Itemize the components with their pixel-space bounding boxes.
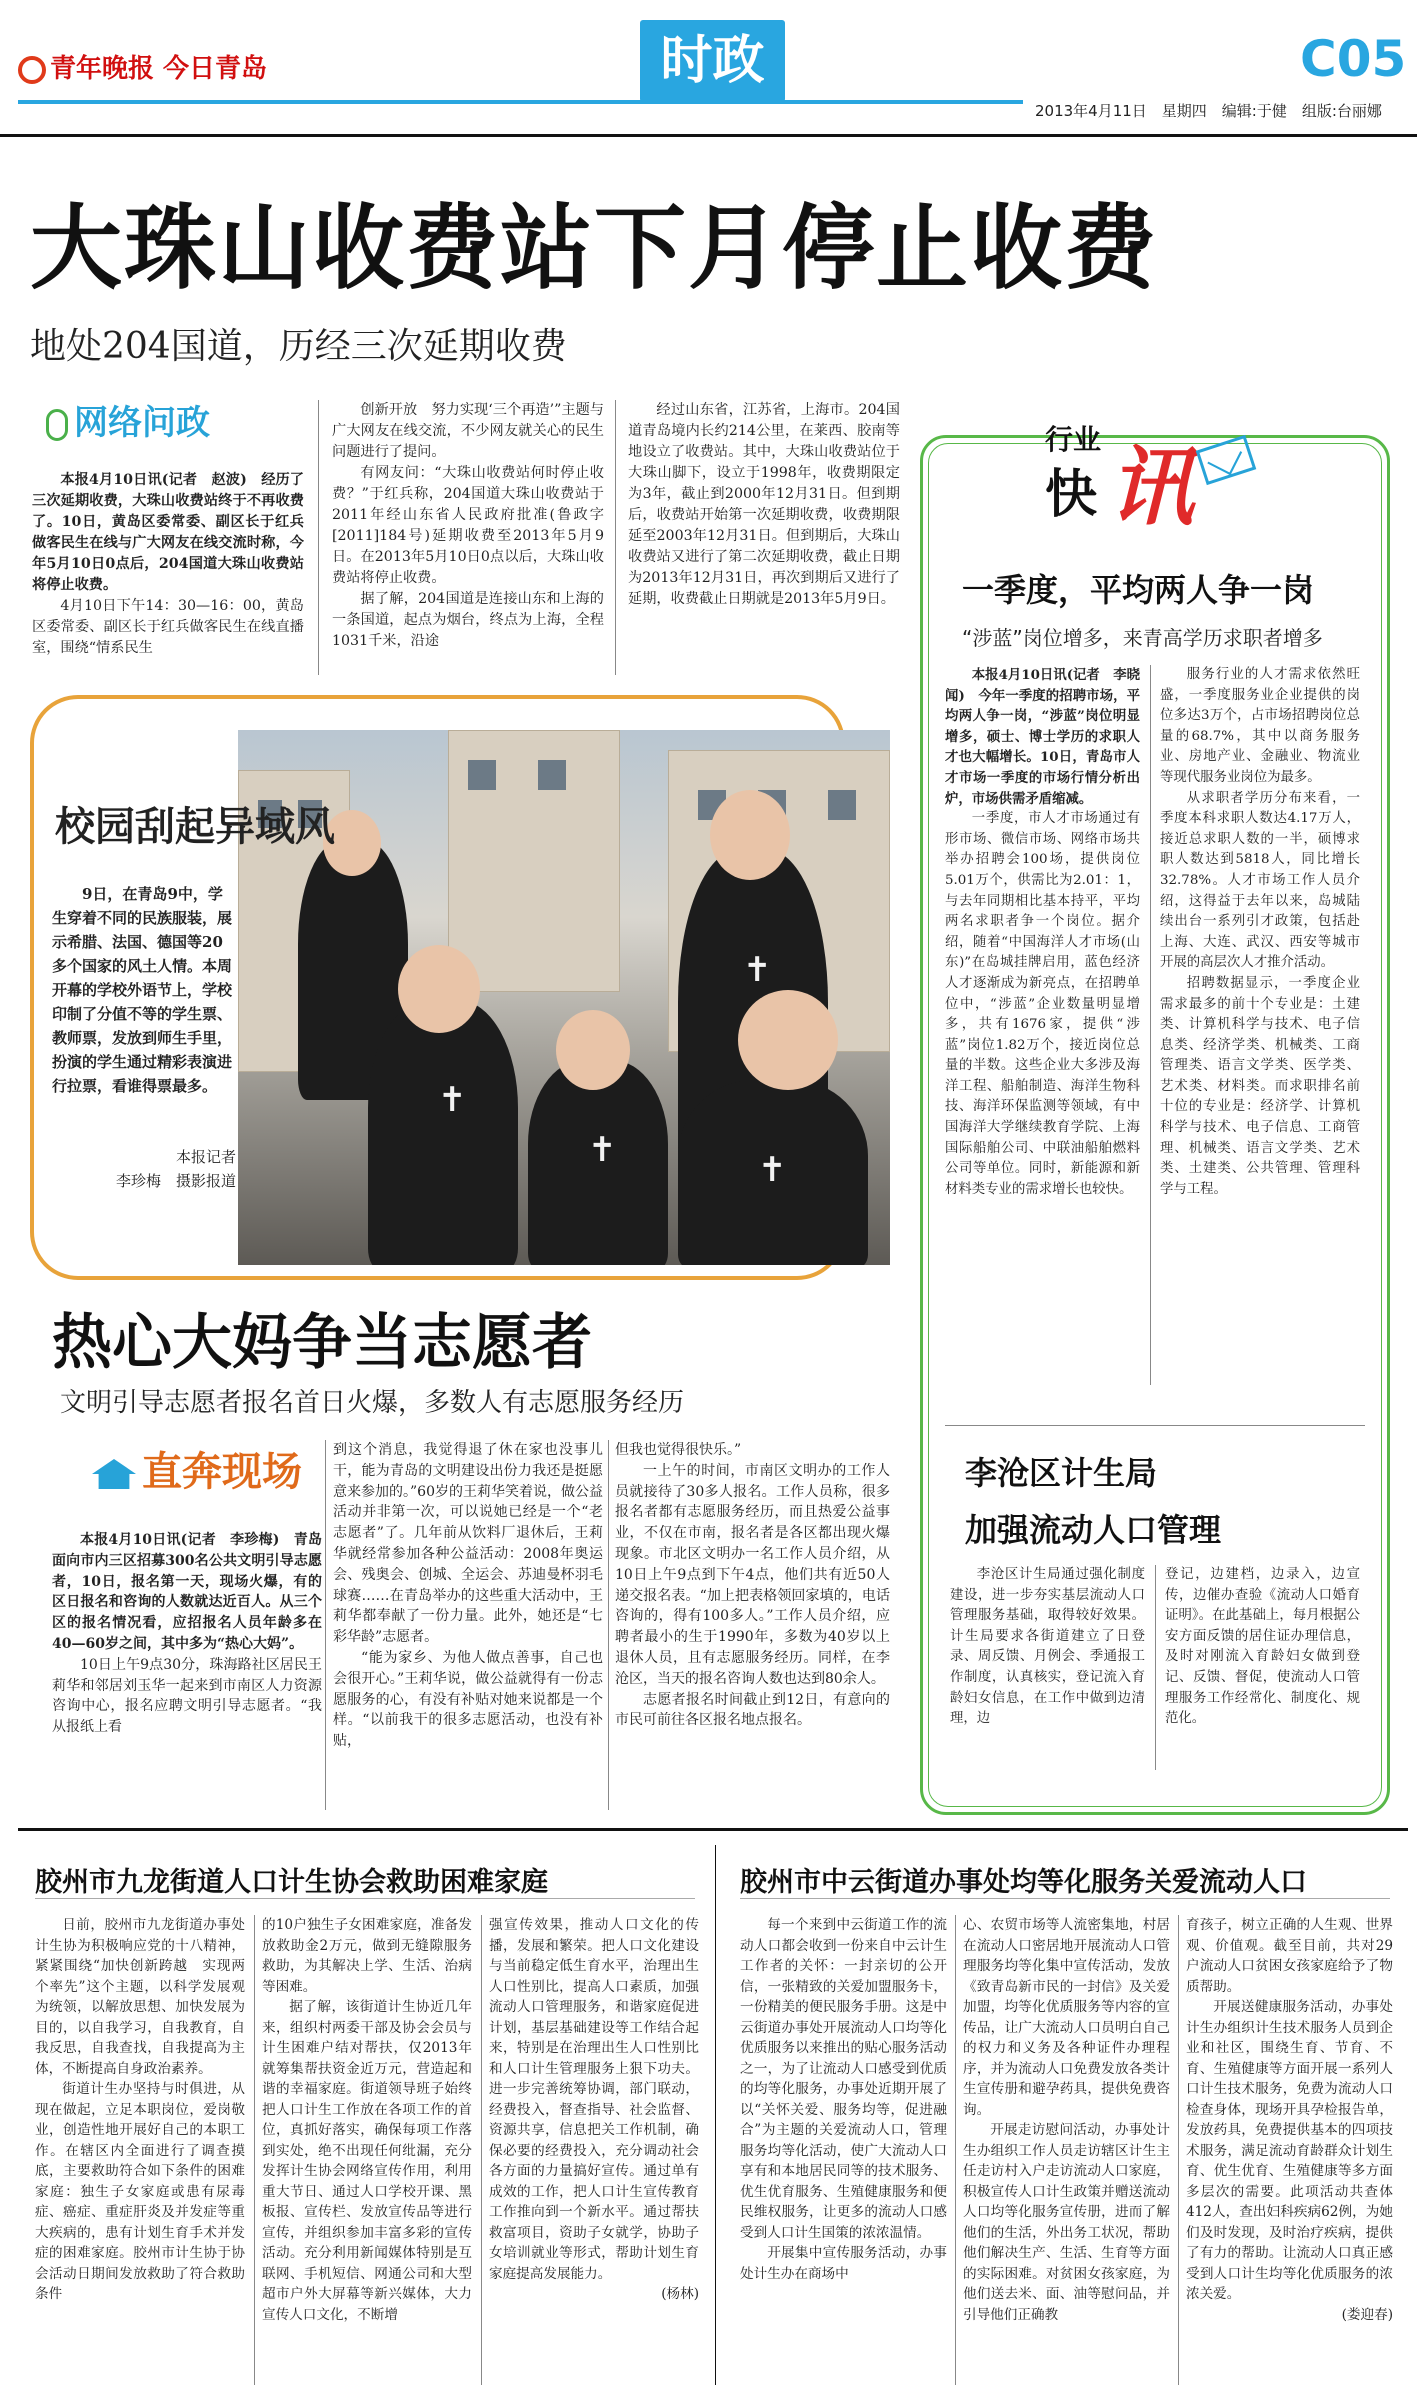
jiulong-paragraph: 据了解，该街道计生协近几年来，组织村两委干部及协会会员与计生困难户结对帮扶，仅2013年就筹集帮扶资金近万元，营造起和谐的幸福家庭。街道领导班子始终把人口计生工作放在各项工作的首位，真抓好落实，确保每项工作落到实处，绝不出现任何纰漏，充分发挥计生协会网络宣传作用，利用重大节日、通过人口学校开课、黑板报、宣传栏、发放宣传品等进行宣传，并组织参加丰富多彩的宣传活动。充分利用新闻媒体特别是互联网、手机短信、网通公司和大型超市户外大屏幕等新兴媒体，大力宣传人口文化，不断增 (262, 1999, 472, 2323)
lead-column-2 (332, 400, 604, 652)
jobs-paragraph: 一季度，市人才市场通过有形市场、微信市场、网络市场共举办招聘会100场，提供岗位5.01万个，供需比为2.01：1，与去年同期相比基本持平，平均两名求职者争一个岗位。据介绍，随着“中国海洋人才市场(山东)”在岛城挂牌启用，蓝色经济人才逐渐成为新亮点，在招聘单位中，“涉蓝”企业数量明显增多，共有1676家，提供“涉蓝”岗位1.82万个，接近岗位总量的半数。这些企业大多涉及海洋工程、船舶制造、海洋生物科技、海洋环保监测等领域，有中国海洋大学继续教育学院、上海国际船舶公司、中联油船舶燃料公司等单位。同时，新能源和新材料类专业的需求增长也较快。 (945, 811, 1140, 1197)
tag-on-site: 直奔现场 (92, 1440, 302, 1497)
mouse-icon (46, 409, 68, 441)
zhongyun-column-3 (1186, 1915, 1393, 2325)
bottom-section-rule (18, 1828, 1408, 1831)
zhongyun-signature: (娄迎春) (1341, 2306, 1393, 2323)
badge-news: 讯 (1108, 437, 1194, 538)
column-divider (1150, 665, 1151, 1385)
dateline: 2013年4月11日 星期四 编辑:于健 组版:台丽娜 (1035, 102, 1382, 120)
lead-paragraph: 据了解，204国道是连接山东和上海的一条国道，起点为烟台，终点为上海，全程1031千米，沿途 (332, 591, 604, 649)
bottom-story-divider (715, 1845, 716, 2385)
badge-fast: 快 (1045, 465, 1098, 525)
column-divider (481, 1915, 482, 2385)
zhongyun-paragraph: 开展走访慰问活动，办事处计生办组织工作人员走访辖区计生主任走访村入户走访流动人口家庭，积极宣传人口计生政策并赠送流动人口均等化服务宣传册，进而了解他们的生活，外出务工状况，帮助他们解决生产、生活、生育等方面的实际困难。对贫困女孩家庭，为他们送去米、面、油等慰问品，并引导他们正确教 (963, 2122, 1170, 2323)
volunteer-subhead: 文明引导志愿者报名首日火爆，多数人有志愿服务经历 (60, 1388, 685, 1418)
zhongyun-paragraph: 开展集中宣传服务活动，办事处计生办在商场中 (740, 2245, 947, 2282)
headline-rule (740, 1898, 1390, 1899)
volunteer-headline: 热心大妈争当志愿者 (52, 1308, 592, 1378)
lead-paragraph: 有网友问：“大珠山收费站何时停止收费？”于红兵称，204国道大珠山收费站于2011年经山东省人民政府批准(鲁政字[2011]184号)延期收费至2013年5月9日。在2013年5月10日0点以后，大珠山收费站将停止收费。 (332, 465, 604, 586)
photo-title: 校园刮起异域风 (55, 804, 335, 850)
jobs-paragraph: 招聘数据显示，一季度企业需求最多的前十个专业是：土建类、计算机科学与技术、电子信息类、经济学类、机械类、工商管理类、语言文学类、医学类、艺术类、材料类。而求职排名前十位的专业是：经济学、计算机科学与技术、电子信息、工商管理、机械类、语言文学类、艺术类、土建类、公共管理、管理科学与工程。 (1160, 975, 1360, 1197)
volunteer-paragraph: 一上午的时间，市南区文明办的工作人员就接待了30多人报名。工作人员称，很多报名者都有志愿服务经历，而且热爱公益事业，不仅在市南，报名者是各区都出现火爆现象。市北区文明办一名工作人员介绍，从10日上午9点到下午4点，他们共有近50人递交报名表。“加上把表格领回家填的，电话咨询的，得有100多人。”工作人员介绍，应聘者最小的生于1990年，多数为40岁以上退休人员，且有志愿服务经历。同样，在李沧区，当天的报名咨询人数也达到80余人。 (615, 1462, 890, 1687)
column-divider (318, 400, 319, 675)
licang-column-1 (950, 1565, 1145, 1730)
jobs-subhead: “涉蓝”岗位增多，来青高学历求职者增多 (962, 626, 1323, 650)
photo-caption: 9日，在青岛9中，学生穿着不同的民族服装，展示希腊、法国、德国等20多个国家的风土人情。本周开幕的学校外语节上，学校印制了分值不等的学生票、教师票，发放到师生手里，扮演的学生通过精彩表演进行拉票，看谁得票最多。 (52, 885, 233, 1095)
licang-paragraph: 登记，边建档，边录入，边宣传，边催办查验《流动人口婚育证明》。在此基础上，每月根据公安方面反馈的居住证办理信息，及时对刚流入育龄妇女做到登记、反馈、督促，使流动人口管理服务工作经常化、制度化、规范化。 (1165, 1567, 1360, 1727)
jobs-column-2 (1160, 665, 1360, 1200)
credit-line: 本报记者 (175, 1148, 236, 1166)
credit-line: 李珍梅 摄影报道 (115, 1172, 236, 1190)
zhongyun-paragraph: 每一个来到中云街道工作的流动人口都会收到一份来自中云计生工作者的关怀：一封亲切的公开信，一张精致的关爱加盟服务卡，一份精美的便民服务手册。这是中云街道办事处开展流动人口均等化优质服务以来推出的贴心服务活动之一，为了让流动人口感受到优质的均等化服务，办事处近期开展了以“关怀关爱、服务均等，促进融合”为主题的关爱流动人口，管理服务均等化活动，使广大流动人口享有和本地居民同等的技术服务、优生优育服务、生殖健康服务和便民维权服务，让更多的流动人口感受到人口计生国策的浓浓温情。 (740, 1917, 947, 2241)
licang-paragraph: 李沧区计生局通过强化制度建设，进一步夯实基层流动人口管理服务基础，取得较好效果。计生局要求各街道建立了日登录、周反馈、月例会、季通报工作制度，认真核实，登记流入育龄妇女信息，在工作中做到边清理，边 (950, 1567, 1145, 1727)
zhongyun-headline: 胶州市中云街道办事处均等化服务关爱流动人口 (740, 1867, 1307, 1898)
photo-credit (52, 1145, 236, 1193)
volunteer-paragraph: 本报4月10日讯(记者 李珍梅) 青岛面向市内三区招募300名公共文明引导志愿者，10日，报名第一天，现场火爆，有的区日报名和咨询的人数就达近百人。从三个区的报名情况看，应招报名人员年龄多在40—60岁之间，其中多为“热心大妈”。 (52, 1532, 322, 1652)
volunteer-paragraph: 到这个消息，我觉得退了休在家也没事儿干，能为青岛的文明建设出份力我还是挺愿意来参加的。”60岁的王莉华笑着说，做公益活动并非第一次，可以说她已经是一个“老志愿者”了。几年前从饮料厂退休后，王莉华就经常参加各种公益活动：2008年奥运会、残奥会、创城、全运会、苏迪曼杯羽毛球赛……在青岛举办的这些重大活动中，王莉华都奉献了一份力量。此外，她还是“七彩华龄”志愿者。 (333, 1442, 603, 1646)
lead-paragraph: 本报4月10日讯(记者 赵波) 经历了三次延期收费，大珠山收费站终于不再收费了。10日，黄岛区委常委、副区长于红兵做客民生在线与广大网友在线交流时称，今年5月10日0点后，204国道大珠山收费站将停止收费。 (32, 472, 304, 593)
jiulong-column-1 (35, 1915, 245, 2305)
headline-rule (35, 1898, 695, 1899)
jobs-paragraph: 从求职者学历分布来看，一季度本科求职人数达4.17万人，接近总求职人数的一半，硕博求职人数达到5818人，同比增长32.78%。人才市场工作人员介绍，这得益于去年以来，岛城陆续出台一系列引才政策，包括赴上海、大连、武汉、西安等城市开展的高层次人才推介活动。 (1160, 790, 1360, 971)
volunteer-paragraph: 但我也觉得很快乐。” (615, 1442, 742, 1458)
volunteer-paragraph: 10日上午9点30分，珠海路社区居民王莉华和邻居刘玉华一起来到市南区人力资源咨询中心，报名应聘文明引导志愿者。“我从报纸上看 (52, 1656, 322, 1736)
licang-headline-1: 李沧区计生局 (965, 1454, 1158, 1492)
zhongyun-column-1 (740, 1915, 947, 2284)
section-tab: 时政 (640, 20, 785, 102)
column-divider (955, 1915, 956, 2385)
jobs-column-1 (945, 665, 1140, 1200)
newspaper-logo: 青年晚报 今日青岛 (18, 48, 267, 85)
jiulong-column-2 (262, 1915, 472, 2325)
volunteer-column-2 (333, 1440, 603, 1752)
tag-online-politics: 网络问政 (46, 395, 210, 444)
photo-students-costumes: ✝ ✝ ✝ ✝ (238, 730, 890, 1265)
column-divider (254, 1915, 255, 2385)
logo-ring-icon (18, 56, 46, 84)
volunteer-column-1 (52, 1530, 322, 1738)
licang-headline-2: 加强流动人口管理 (965, 1511, 1222, 1549)
column-divider (325, 1440, 326, 1810)
jobs-paragraph: 服务行业的人才需求依然旺盛，一季度服务业企业提供的岗位多达3万个，占市场招聘岗位总量的68.7%，其中以商务服务业、房地产业、金融业、物流业等现代服务业岗位为最多。 (1160, 667, 1360, 785)
zhongyun-paragraph: 心、农贸市场等人流密集地，村居在流动人口密居地开展流动人口管理服务均等化集中宣传活动，发放《致青岛新市民的一封信》及关爱加盟，均等化优质服务等内容的宣传品，让广大流动人口员明白自己的权力和义务及各种证件办理程序，并为流动人口免费发放各类计生宣传册和避孕药具，提供免费咨询。 (963, 1917, 1170, 2118)
lead-subhead: 地处204国道，历经三次延期收费 (30, 326, 567, 367)
volunteer-paragraph: 志愿者报名时间截止到12日，有意向的市民可前往各区报名地点报名。 (615, 1691, 890, 1729)
page-code: C05 (1300, 30, 1407, 88)
column-divider (1155, 1565, 1156, 1770)
badge-industry: 行业 (1045, 423, 1102, 456)
jiulong-paragraph: 街道计生办坚持与时俱进，从现在做起，立足本职岗位，爱岗敬业，创造性地开展好自己的本职工作。在辖区内全面进行了调查摸底，主要救助符合如下条件的困难家庭：独生子女家庭或患有尿毒症、癌症、重症肝炎及并发症等重大疾病的，患有计划生育手术并发症的困难家庭。胶州市计生协于协会活动日期间发放救助了符合救助条件 (35, 2081, 245, 2302)
zhongyun-paragraph: 育孩子，树立正确的人生观、世界观、价值观。截至目前，共对29户流动人口贫困女孩家庭给予了物质帮助。 (1186, 1917, 1393, 1995)
jobs-headline: 一季度，平均两人争一岗 (962, 571, 1315, 609)
zhongyun-paragraph: 开展送健康服务活动，办事处计生办组织计生技术服务人员到企业和社区，围绕生育、节育、不育、生殖健康等方面开展一系列人口计生技术服务，免费为流动人口检查身体，现场开具孕检报告单，发放药具，免费提供基本的四项技术服务，满足流动育龄群众计划生育、优生优育、生殖健康等多方面多层次的需要。此项活动共查体412人，查出妇科疾病62例，为她们及时发现，及时治疗疾病，提供了有力的帮助。让流动人口真正感受到人口计生均等化优质服务的浓浓关爱。 (1186, 1999, 1393, 2302)
column-divider (1178, 1915, 1179, 2385)
column-divider (608, 1440, 609, 1810)
lead-paragraph: 创新开放 努力实现‘三个再造’”主题与广大网友在线交流，不少网友就关心的民生问题进行了提问。 (332, 402, 604, 460)
jiulong-paragraph: 日前，胶州市九龙街道办事处计生协为积极响应党的十八精神，紧紧围绕“加快创新跨越 实现两个率先”这个主题，以科学发展观为统领，以解放思想、加快发展为目的，以自我学习，自我教育，自我反思，自我查找，自我提高为主体，不断提高自身政治素养。 (35, 1917, 245, 2077)
lead-paragraph: 4月10日下午14：30—16：00，黄岛区委常委、副区长于红兵做客民生在线直播室，围绕“情系民生 (32, 598, 304, 656)
box-divider (945, 1425, 1365, 1426)
lead-column-1 (32, 470, 304, 659)
zhongyun-column-2 (963, 1915, 1170, 2325)
masthead-rule (18, 100, 1023, 104)
lead-headline: 大珠山收费站下月停止收费 (30, 195, 1159, 302)
volunteer-column-3 (615, 1440, 890, 1731)
column-divider (615, 400, 616, 675)
jiulong-paragraph: 强宣传效果，推动人口文化的传播，发展和繁荣。把人口文化建设与当前稳定低生育水平，治理出生人口性别比，提高人口素质，加强流动人口管理服务，和谐家庭促进计划，基层基础建设等工作结合起来，特别是在治理出生人口性别比和人口计生管理服务上狠下功夫。进一步完善统筹协调，部门联动，经费投入，督查指导、社会监督、资源共享，信息把关工作机制，确保必要的经费投入，充分调动社会各方面的力量搞好宣传。通过单有成效的工作，把人口计生宣传教育工作推向到一个新水平。通过帮扶救富项目，资助子女就学，协助子女培训就业等形式，帮助计划生育家庭提高发展能力。 (489, 1917, 699, 2282)
jiulong-headline: 胶州市九龙街道人口计生协会救助困难家庭 (35, 1867, 548, 1898)
lead-column-3 (628, 400, 900, 610)
volunteer-paragraph: “能为家乡、为他人做点善事，自己也会很开心。”王莉华说，做公益就得有一份志愿服务的心，有没有补贴对她来说都是一个样。“以前我干的很多志愿活动，也没有补贴， (333, 1649, 603, 1750)
licang-column-2 (1165, 1565, 1360, 1730)
house-icon (92, 1459, 136, 1489)
jiulong-signature: (杨林) (661, 2286, 699, 2302)
lead-paragraph: 经过山东省，江苏省，上海市。204国道青岛境内长约214公里，在莱西、胶南等地设立了收费站。其中，大珠山收费站位于大珠山脚下，设立于1998年，收费期限定为3年，截止到2000年12月31日。但到期后，收费站开始第一次延期收费，收费期限延至2003年12月31日。但到期后，大珠山收费站又进行了第二次延期收费，截止日期为2013年12月31日，再次到期后又进行了延期，收费截止日期就是2013年5月9日。 (628, 402, 900, 607)
jiulong-column-3 (489, 1915, 699, 2305)
jiulong-paragraph: 的10户独生子女困难家庭，准备发放救助金2万元，做到无缝隙服务救助，为其解决上学、生活、治病等困难。 (262, 1917, 472, 1995)
masthead-bottom-rule (0, 134, 1417, 137)
jobs-paragraph: 本报4月10日讯(记者 李晓闻) 今年一季度的招聘市场，平均两人争一岗，“涉蓝”岗位明显增多，硕士、博士学历的求职人才也大幅增长。10日，青岛市人才市场一季度的市场行情分析出炉，市场供需矛盾缩减。 (945, 667, 1140, 807)
